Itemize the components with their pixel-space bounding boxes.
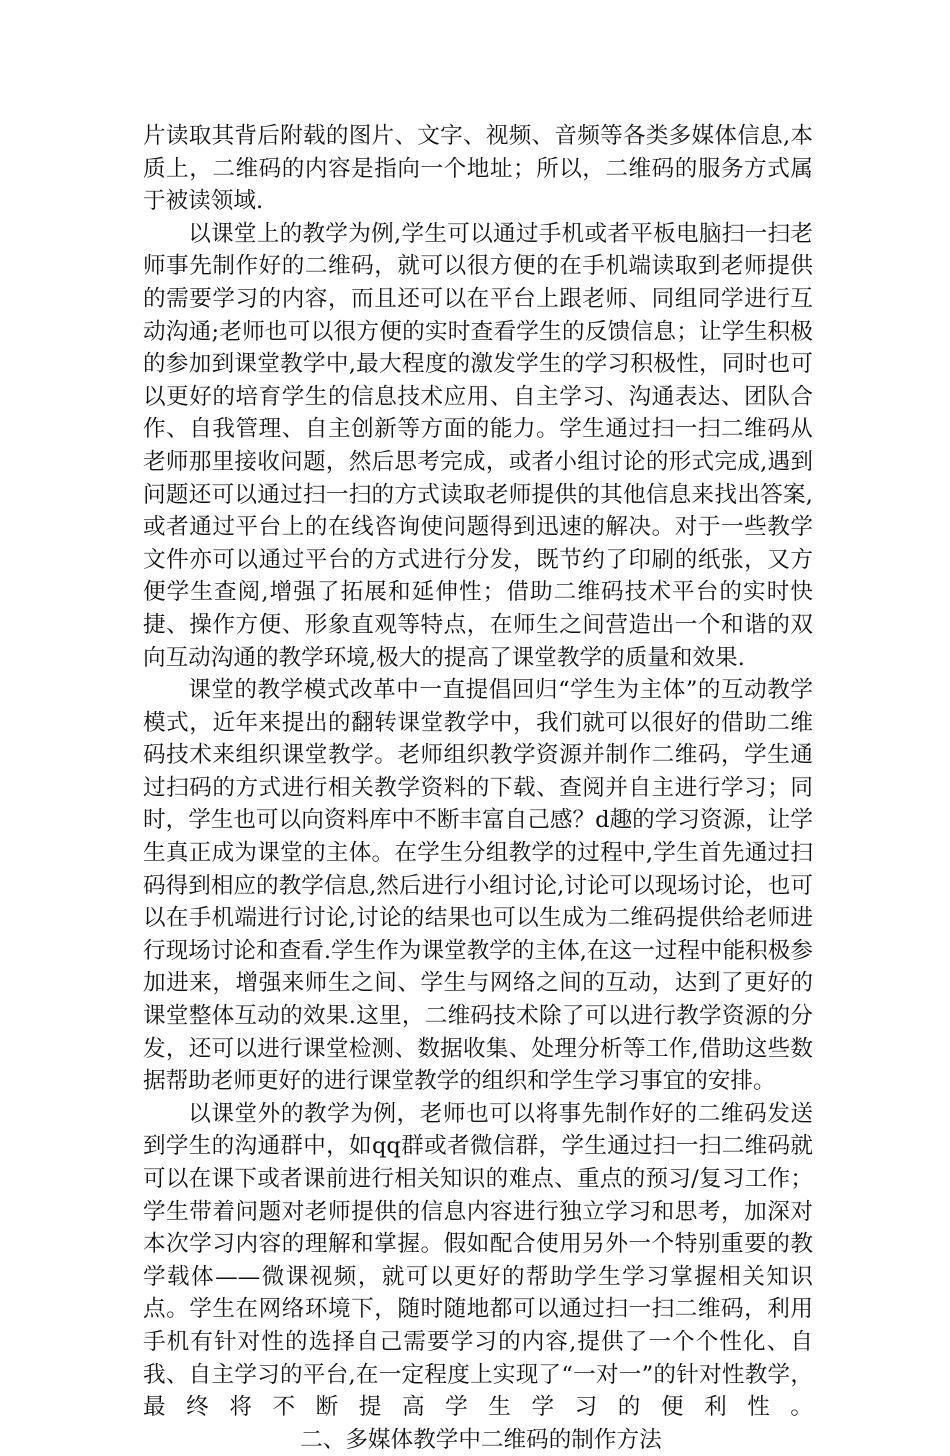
paragraph-2: 以课堂上的教学为例,学生可以通过手机或者平板电脑扫一扫老师事先制作好的二维码，就可以很方便的在手机端读取到老师提供的需要学习的内容，而且还可以在平台上跟老师、同组同学进行互动沟通;老师也可以很方便的实时查看学生的反馈信息；让学生积极的参加到课堂教学中,最大程度的激发学生的学习积极性，同时也可以更好的培育学生的信息技术应用、自主学习、沟通表达、团队合作、自我管理、自主创新等方面的能力。学生通过扫一扫二维码从老师那里接收问题，然后思考完成，或者小组讨论的形式完成,遇到问题还可以通过扫一扫的方式读取老师提供的其他信息来找出答案,或者通过平台上的在线咨询使问题得到迅速的解决。对于一些教学文件亦可以通过平台的方式进行分发，既节约了印刷的纸张，又方便学生查阅,增强了拓展和延伸性；借助二维码技术平台的实时快捷、操作方便、形象直观等特点，在师生之间营造出一个和谐的双向互动沟通的教学环境,极大的提高了课堂教学的质量和效果. [143, 220, 813, 671]
paragraph-3: 课堂的教学模式改革中一直提倡回归“学生为主体”的互动教学模式，近年来提出的翻转课堂教学中，我们就可以很好的借助二维码技术来组织课堂教学。老师组织教学资源并制作二维码，学生通过扫码的方式进行相关教学资料的下载、查阅并自主进行学习；同时，学生也可以向资料库中不断丰富自己感？d趣的学习资源，让学生真正成为课堂的主体。在学生分组教学的过程中,学生首先通过扫码得到相应的教学信息,然后进行小组讨论,讨论可以现场讨论，也可以在手机端进行讨论,讨论的结果也可以生成为二维码提供给老师进行现场讨论和查看.学生作为课堂教学的主体,在这一过程中能积极参加进来，增强来师生之间、学生与网络之间的互动，达到了更好的课堂整体互动的效果.这里，二维码技术除了可以进行教学资源的分发，还可以进行课堂检测、数据收集、处理分析等工作,借助这些数据帮助老师更好的进行课堂教学的组织和学生学习事宜的安排。 [143, 677, 813, 1095]
paragraph-4 [143, 1098, 813, 1456]
document-page [143, 120, 813, 1456]
paragraph-1: 片读取其背后附载的图片、文字、视频、音频等各类多媒体信息,本质上，二维码的内容是指向一个地址；所以，二维码的服务方式属于被读领域. [143, 123, 813, 215]
section-heading: 二、多媒体教学中二维码的制作方法 [300, 1426, 662, 1453]
paragraph-4-text: 以课堂外的教学为例，老师也可以将事先制作好的二维码发送到学生的沟通群中，如qq群或者微信群，学生通过扫一扫二维码就可以在课下或者课前进行相关知识的难点、重点的预习/复习工作；学生带着问题对老师提供的信息内容进行独立学习和思考，加深对本次学习内容的理解和掌握。假如配合使用另外一个特别重要的教学载体——微课视频，就可以更好的帮助学生学习掌握相关知识点。学生在网络环境下，随时随地都可以通过扫一扫二维码，利用手机有针对性的选择自己需要学习的内容,提供了一个个性化、自我、自主学习的平台,在一定程度上实现了“一对一”的针对性教学，最终将不断提高学生学习的便利性。 [143, 1100, 813, 1421]
